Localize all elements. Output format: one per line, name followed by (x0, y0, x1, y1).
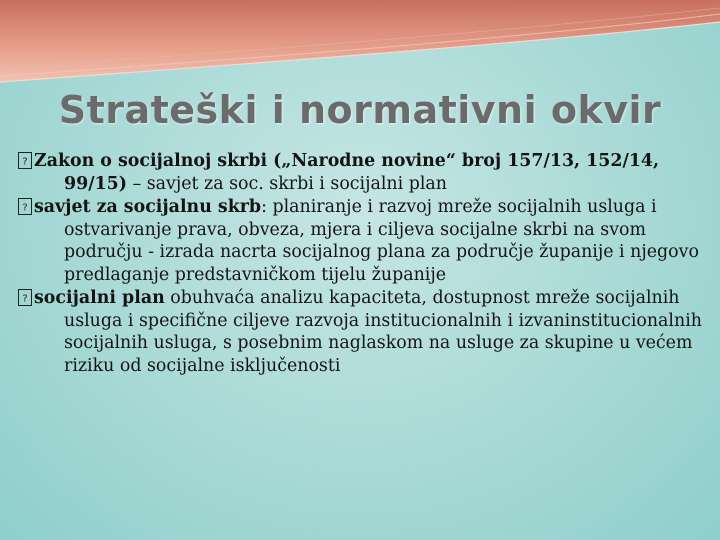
list-item-lead: savjet za socijalnu skrb (34, 197, 262, 217)
page-title: Strateški i normativni okvir (58, 88, 662, 132)
svg-text:?: ? (22, 293, 28, 305)
replacement-glyph-icon (18, 289, 32, 305)
svg-text:?: ? (22, 202, 28, 214)
list-item-lead: socijalni plan (34, 288, 165, 308)
list-item-text: – savjet za soc. skrbi i socijalni plan (126, 173, 447, 194)
header-banner (0, 0, 720, 90)
list-item (18, 196, 708, 286)
replacement-glyph-icon (18, 152, 32, 168)
list-item (18, 150, 708, 195)
list-item-lead: Zakon o socijalnoj skrbi („Narodne novine“ broj 157/13, 152/14, 99/15) (34, 151, 660, 194)
list-item-text: obuhvaća analizu kapaciteta, dostupnost mreže socijalnih usluga i specifične ciljeve razvoja institucionalnih i izvaninstitucionalnih socijalnih usluga, s posebnim naglaskom na usluge za skupine u većem riziku od socijalne isključenosti (64, 288, 702, 376)
svg-text:?: ? (22, 156, 28, 168)
slide-body (18, 150, 708, 378)
list-item-text: : planiranje i razvoj mreže socijalnih usluga i ostvarivanje prava, obveza, mjera i ciljeva socijalne skrbi na svom području - izrada nacrta socijalnog plana za područje županije i njegovo predlaganje predstavničkom tijelu županije (64, 197, 699, 285)
replacement-glyph-icon (18, 198, 32, 214)
list-item (18, 287, 708, 377)
